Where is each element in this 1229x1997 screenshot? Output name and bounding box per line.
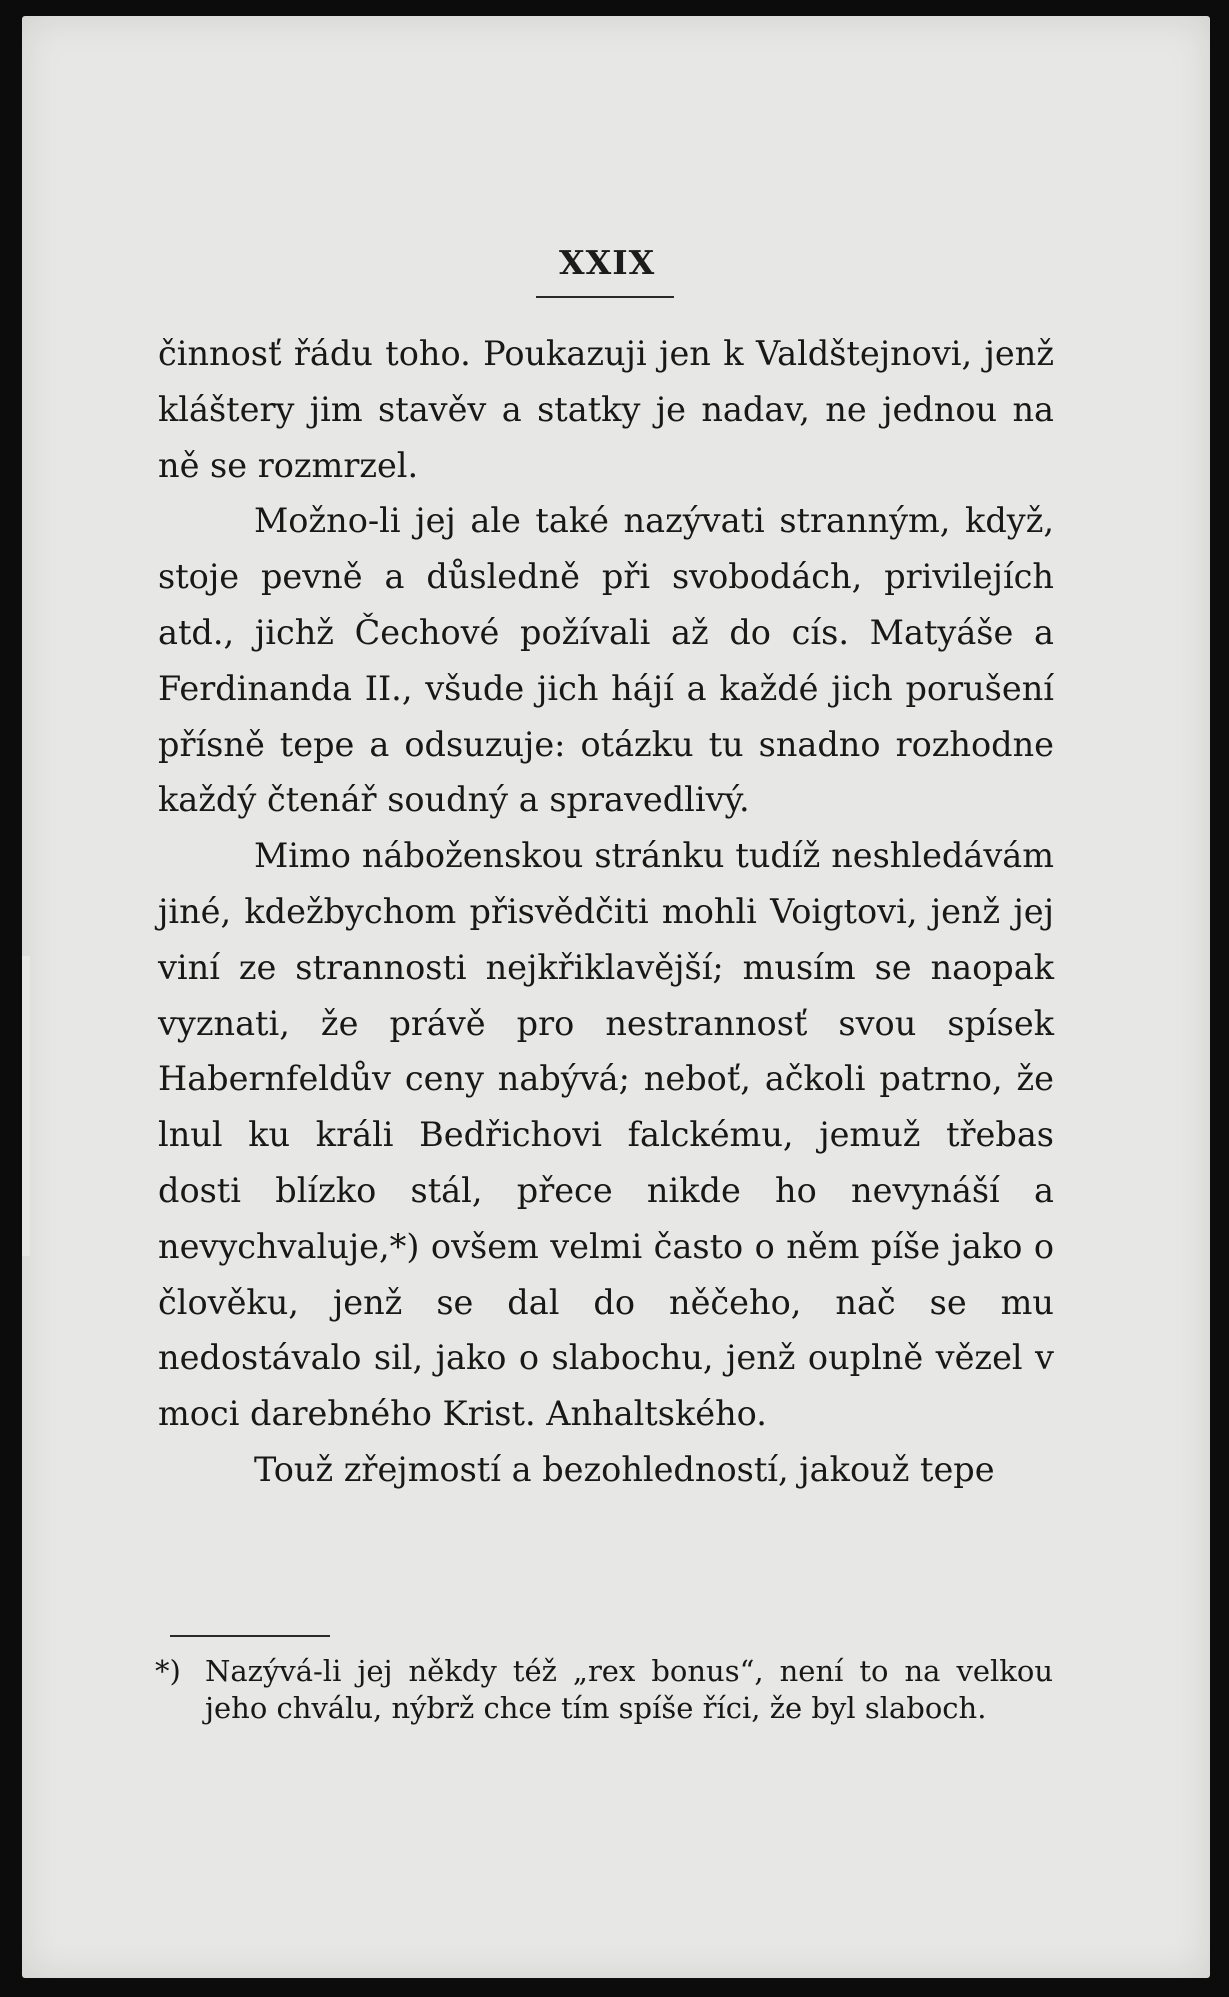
- paragraph: Mimo náboženskou stránku tudíž neshledávám jiné, kdežbychom přisvědčiti mohli Voigtovi, jenž jej viní ze strannosti nejkřiklavější; musím se naopak vyznati, že právě pro nestrannosť svou spísek Habernfeldův ceny nabývá; neboť, ačkoli patrno, že lnul ku králi Bedřichovi falckému, jemuž třebas dosti blízko stál, přece nikde ho nevynáší a nevychvaluje,*) ovšem velmi často o něm píše jako o člověku, jenž se dal do něčeho, nač se mu nedostávalo sil, jako o slabochu, jenž ouplně vězel v moci darebného Krist. Anhaltského.: [158, 836, 1054, 1434]
- footnote-mark: *): [155, 1654, 181, 1688]
- page-number-underline: [536, 296, 674, 298]
- paragraph: Touž zřejmostí a bezohledností, jakouž tepe: [254, 1449, 995, 1489]
- paragraph: činnosť řádu toho. Poukazuji jen k Valdštejnovi, jenž kláštery jim stavěv a statky je nadav, ne jednou na ně se rozmrzel.: [158, 334, 1054, 485]
- footnote-separator: [170, 1635, 330, 1637]
- page-number: XXIX: [559, 243, 656, 282]
- paragraph: Možno-li jej ale také nazývati stranným, když, stoje pevně a důsledně při svobodách, privilejích atd., jichž Čechové požívali až do cís. Matyáše a Ferdinanda II., všude jich hájí a každé jich porušení přísně tepe a odsuzuje: otázku tu snadno rozhodne každý čtenář soudný a spravedlivý.: [158, 501, 1054, 820]
- binding-edge: [22, 956, 30, 1256]
- footnote-text: Nazývá-li jej někdy též „rex bonus“, není to na velkou jeho chválu, nýbrž chce tím spíše říci, že byl slaboch.: [205, 1654, 1053, 1725]
- body-text: [158, 326, 1054, 1498]
- footnote: [155, 1653, 1053, 1727]
